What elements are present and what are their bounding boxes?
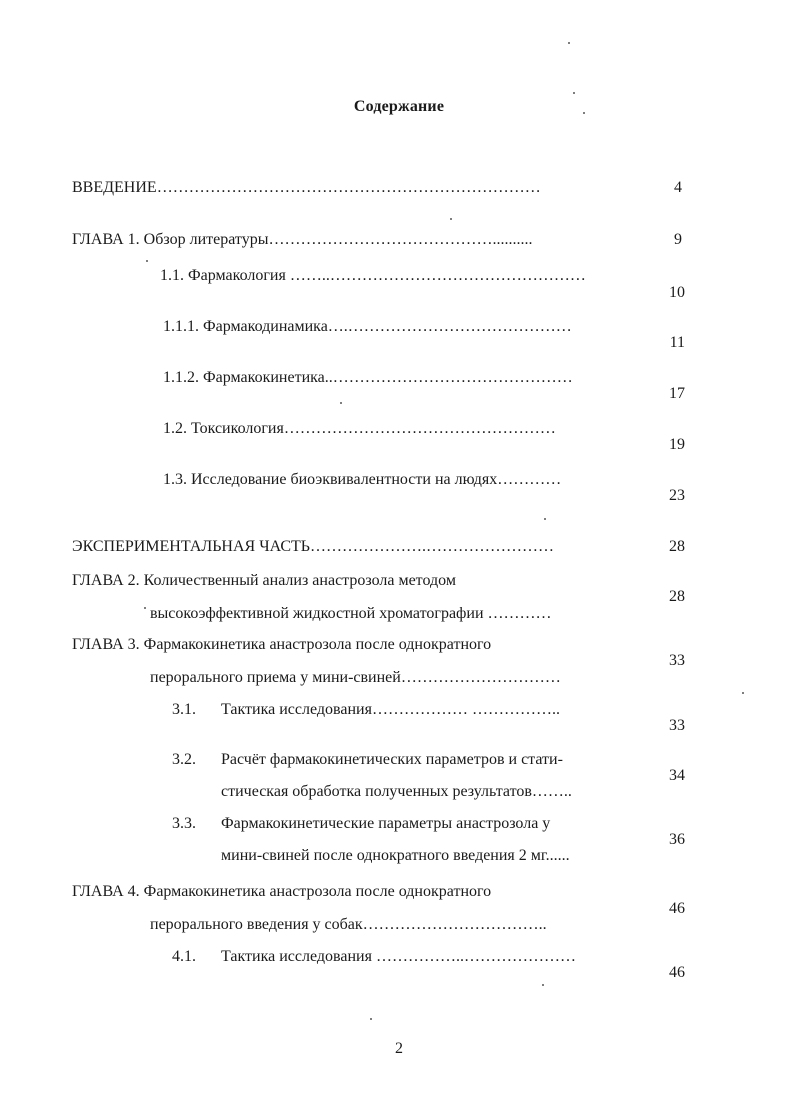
toc-page-number: 17 — [669, 385, 685, 402]
toc-entry-1-1-1: 1.1.1. Фармакодинамика….…………………………………… — [163, 318, 572, 335]
toc-entry-chapter-3-cont: перорального приема у мини-свиней………………………… — [150, 669, 561, 686]
page-number-footer: 2 — [395, 1040, 403, 1057]
toc-entry-1-1-2: 1.1.2. Фармакокинетика..……………………………………… — [163, 369, 573, 386]
toc-page-number: 36 — [669, 831, 685, 848]
scan-speck — [742, 692, 744, 694]
scan-speck — [568, 42, 570, 44]
toc-entry-chapter-4: ГЛАВА 4. Фармакокинетика анастрозола после однократного — [72, 883, 492, 900]
toc-entry-3-2-cont: стическая обработка полученных результатов…….. — [221, 783, 572, 800]
scan-speck — [542, 984, 544, 986]
toc-page-number: 11 — [669, 334, 685, 351]
toc-entry-chapter-2: ГЛАВА 2. Количественный анализ анастрозола методом — [72, 572, 456, 589]
toc-page-number: 9 — [674, 231, 682, 248]
toc-entry-3-2-number: 3.2. — [172, 751, 196, 768]
scan-speck — [573, 92, 575, 94]
toc-entry-1-1: 1.1. Фармакология ……..………………………………………… — [160, 267, 586, 284]
scan-speck — [544, 518, 546, 520]
page-title: Содержание — [353, 98, 445, 115]
scan-speck — [144, 607, 146, 609]
toc-entry-4-1-number: 4.1. — [172, 948, 196, 965]
toc-page-number: 10 — [669, 284, 685, 301]
toc-entry-chapter-1: ГЛАВА 1. Обзор литературы…………………………………….......... — [72, 231, 533, 248]
toc-entry-chapter-3: ГЛАВА 3. Фармакокинетика анастрозола после однократного — [72, 636, 492, 653]
toc-entry-1-2: 1.2. Токсикология…………………………………………… — [163, 420, 556, 437]
toc-page-number: 28 — [669, 538, 685, 555]
toc-page-number: 46 — [669, 964, 685, 981]
toc-entry-3-1-number: 3.1. — [172, 701, 196, 718]
toc-page-number: 19 — [669, 436, 685, 453]
toc-entry-1-3: 1.3. Исследование биоэквивалентности на людях………… — [163, 471, 562, 488]
toc-entry-chapter-4-cont: перорального введения у собак…………………………….. — [150, 916, 547, 933]
toc-page-number: 33 — [669, 717, 685, 734]
toc-page-number: 46 — [669, 900, 685, 917]
toc-page-number: 34 — [669, 767, 685, 784]
scan-speck — [340, 402, 342, 404]
scan-speck — [583, 112, 585, 114]
toc-page-number: 23 — [669, 487, 685, 504]
toc-page-number: 28 — [669, 588, 685, 605]
scan-speck — [370, 1018, 372, 1020]
toc-entry-experimental: ЭКСПЕРИМЕНТАЛЬНАЯ ЧАСТЬ………………….…………………… — [72, 538, 554, 555]
toc-entry-3-3-cont: мини-свиней после однократного введения 2 мг...... — [221, 847, 570, 864]
toc-page-number: 33 — [669, 652, 685, 669]
toc-entry-3-3-number: 3.3. — [172, 815, 196, 832]
scan-speck — [450, 218, 452, 220]
scan-speck — [146, 260, 148, 262]
toc-entry-chapter-2-cont: высокоэффективной жидкостной хроматографии ………… — [150, 605, 552, 622]
toc-entry-3-1: Тактика исследования……………… …………….. — [221, 701, 560, 718]
toc-entry-4-1: Тактика исследования ……………..………………… — [221, 948, 576, 965]
toc-entry-3-3: Фармакокинетические параметры анастрозола у — [221, 815, 551, 832]
toc-page-number: 4 — [674, 179, 682, 196]
toc-entry-3-2: Расчёт фармакокинетических параметров и стати- — [221, 751, 563, 768]
toc-entry-intro: ВВЕДЕНИЕ……………………………………………………………… — [72, 179, 541, 196]
